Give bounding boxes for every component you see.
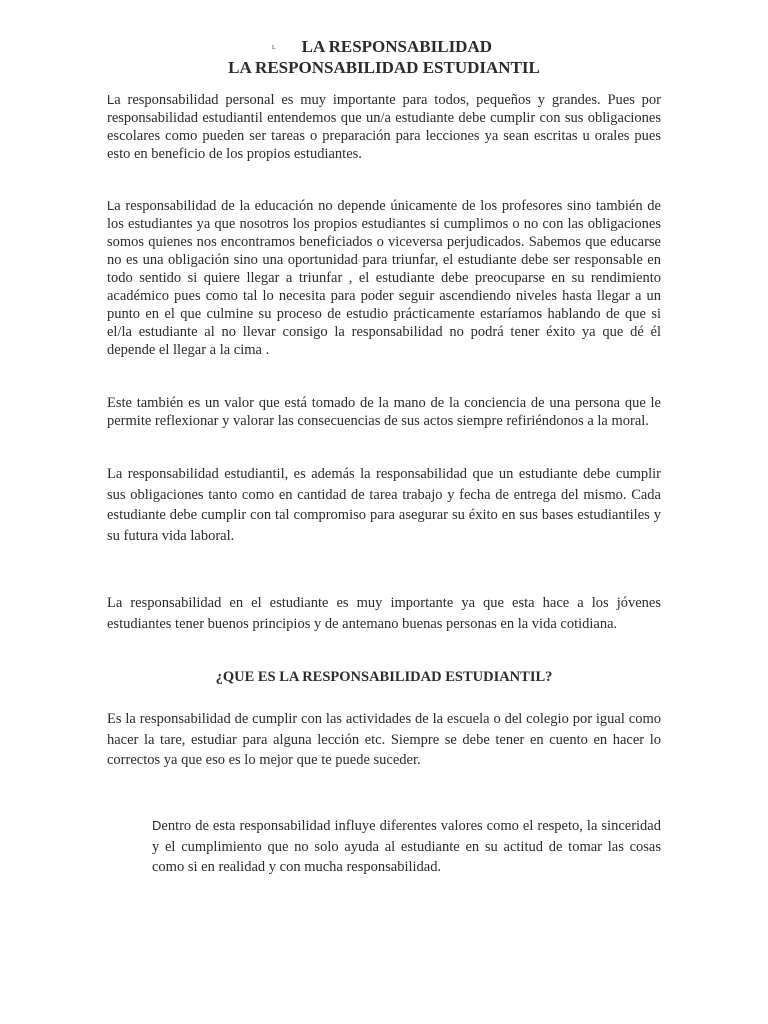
title-text: LA RESPONSABILIDAD: [301, 37, 493, 56]
paragraph-2-first-letter: L: [107, 198, 115, 213]
section-paragraph-2: [152, 816, 661, 878]
section-heading: ¿QUE ES LA RESPONSABILIDAD ESTUDIANTIL?: [215, 669, 553, 685]
paragraph-4: La responsabilidad estudiantil, es además la responsabilidad que un estudiante debe cumplir sus obligaciones tanto como en cantidad de tarea trabajo y fecha de entrega del mismo. Cada estudiante debe cumplir con tal compromiso para asegurar su éxito en sus bases estudiantiles y su futura vida laboral.: [107, 466, 661, 544]
title-marker: L: [271, 45, 276, 52]
paragraph-1: [107, 91, 661, 163]
paragraph-1-first-letter: L: [107, 92, 115, 107]
document-subtitle: LA RESPONSABILIDAD ESTUDIANTIL: [228, 58, 540, 77]
section-paragraph-1: Es la responsabilidad de cumplir con las actividades de la escuela o del colegio por igual como hacer la tare, estudiar para alguna lección etc. Siempre se debe tener en cuento en hacer lo correctos ya que eso es lo mejor que te puede suceder.: [107, 711, 661, 768]
document-title: [0, 37, 768, 58]
section-paragraph-2-text: entro de esta responsabilidad influye diferentes valores como el respeto, la sinceridad y el cumplimiento que no solo ayuda al estudiante en su actitud de tomar las cosas como si en realidad y con mucha responsabilidad.: [152, 818, 661, 875]
paragraph-3: Este también es un valor que está tomado de la mano de la conciencia de una persona que le permite reflexionar y valorar las consecuencias de sus actos siempre refiriéndonos a la moral.: [107, 395, 661, 429]
paragraph-5: La responsabilidad en el estudiante es muy importante ya que esta hace a los jóvenes estudiantes tener buenos principios y de antemano buenas personas en la vida cotidiana.: [107, 595, 661, 632]
paragraph-1-text: a responsabilidad personal es muy importante para todos, pequeños y grandes. Pues por responsabilidad estudiantil entendemos que un/a estudiante debe cumplir con sus obligaciones escolares como pueden ser tareas o preparación para lecciones ya sean escritas u orales pues esto en beneficio de los propios estudiantes.: [107, 92, 661, 162]
paragraph-2-text: a responsabilidad de la educación no depende únicamente de los profesores sino también de los estudiantes ya que nosotros los propios estudiantes si cumplimos o no con las obligaciones somos quienes nos encontramos beneficiados o viceversa perjudicados. Sabemos que educarse no es una obligación sino una oportunidad para triunfar, el estudiante debe ser responsable en todo sentido si quiere llegar a triunfar , el estudiante debe preocuparse en su rendimiento académico pues como tal lo necesita para poder seguir ascendiendo niveles hasta llegar a un punto en el que culmine su proceso de estudio prácticamente estaríamos hablando de que si el/la estudiante al no llevar consigo la responsabilidad no podrá tener éxito ya que dé él depende el llegar a la cima .: [107, 198, 661, 358]
section-paragraph-2-first-letter: D: [152, 818, 162, 833]
paragraph-2: [107, 197, 661, 359]
